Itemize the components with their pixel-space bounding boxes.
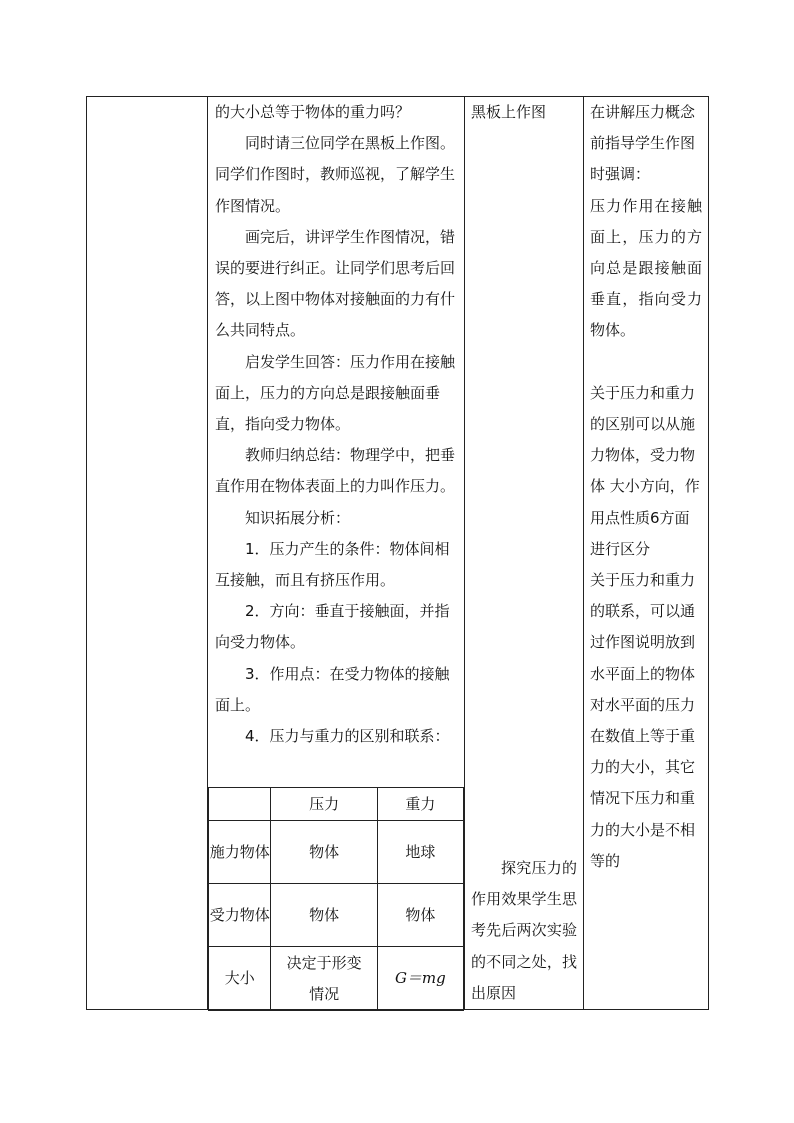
table-row — [209, 788, 464, 821]
teaching-process-column — [215, 97, 460, 752]
table-cell: 物体 — [271, 884, 377, 947]
paragraph: 知识拓展分析： — [245, 508, 351, 527]
paragraph: 压力作用在接触面上，压力的方向总是跟接触面垂直，指向受力物体。 — [590, 196, 702, 340]
pressure-gravity-comparison-table — [208, 787, 464, 1011]
table-row — [209, 884, 464, 947]
paragraph: 画完后，讲评学生作图情况，错误的要进行纠正。让同学们思考后回答，以上图中物体对接触面的力有什么共同特点。 — [215, 227, 456, 340]
paragraph: 2．方向：垂直于接触面，并指向受力物体。 — [215, 602, 450, 652]
table-cell: 地球 — [377, 821, 463, 884]
paragraph: 关于压力和重力的区别可以从施力物体，受力物体 大小方向，作用点性质6方面进行区分 — [590, 383, 700, 558]
table-cell: 决定于形变情况 — [271, 947, 377, 1011]
table-row — [209, 821, 464, 884]
paragraph: 3．作用点：在受力物体的接触面上。 — [215, 664, 450, 714]
paragraph: 4．压力与重力的区别和联系： — [245, 727, 450, 746]
paragraph: 启发学生回答：压力作用在接触面上，压力的方向总是跟接触面垂直，指向受力物体。 — [215, 352, 456, 434]
paragraph: 同时请三位同学在黑板上作图。同学们作图时，教师巡视，了解学生作图情况。 — [215, 134, 456, 215]
paragraph: 的大小总等于物体的重力吗？ — [215, 103, 411, 121]
table-header-cell: 压力 — [271, 788, 377, 821]
paragraph: 1．压力产生的条件：物体间相互接触，而且有挤压作用。 — [215, 539, 450, 590]
table-row — [209, 947, 464, 1011]
table-cell: 施力物体 — [209, 821, 271, 884]
blank-line — [590, 347, 702, 378]
paragraph: 探究压力的作用效果学生思考先后两次实验的不同之处，找出原因 — [471, 859, 577, 1002]
paragraph: 教师归纳总结：物理学中，把垂直作用在物体表面上的力叫作压力。 — [215, 446, 456, 496]
table-cell: 物体 — [271, 821, 377, 884]
table-cell: 大小 — [209, 947, 271, 1011]
table-header-cell: 重力 — [377, 788, 463, 821]
column-divider — [583, 97, 584, 1009]
student-activity-column-bottom — [471, 853, 577, 1009]
design-intent-column — [590, 97, 702, 877]
table-cell: 受力物体 — [209, 884, 271, 947]
lesson-table — [86, 96, 709, 1010]
paragraph: 关于压力和重力的联系，可以通过作图说明放到水平面上的物体对水平面的压力在数值上等于重力的大小，其它情况下压力和重力的大小是不相等的 — [590, 571, 696, 870]
paragraph: 黑板上作图 — [471, 103, 547, 121]
student-activity-column — [471, 97, 579, 128]
table-header-cell — [209, 788, 271, 821]
paragraph: 在讲解压力概念前指导学生作图时强调： — [590, 103, 696, 184]
formula-cell: G＝mg — [377, 947, 463, 1011]
table-cell: 物体 — [377, 884, 463, 947]
column-divider — [464, 97, 465, 1009]
